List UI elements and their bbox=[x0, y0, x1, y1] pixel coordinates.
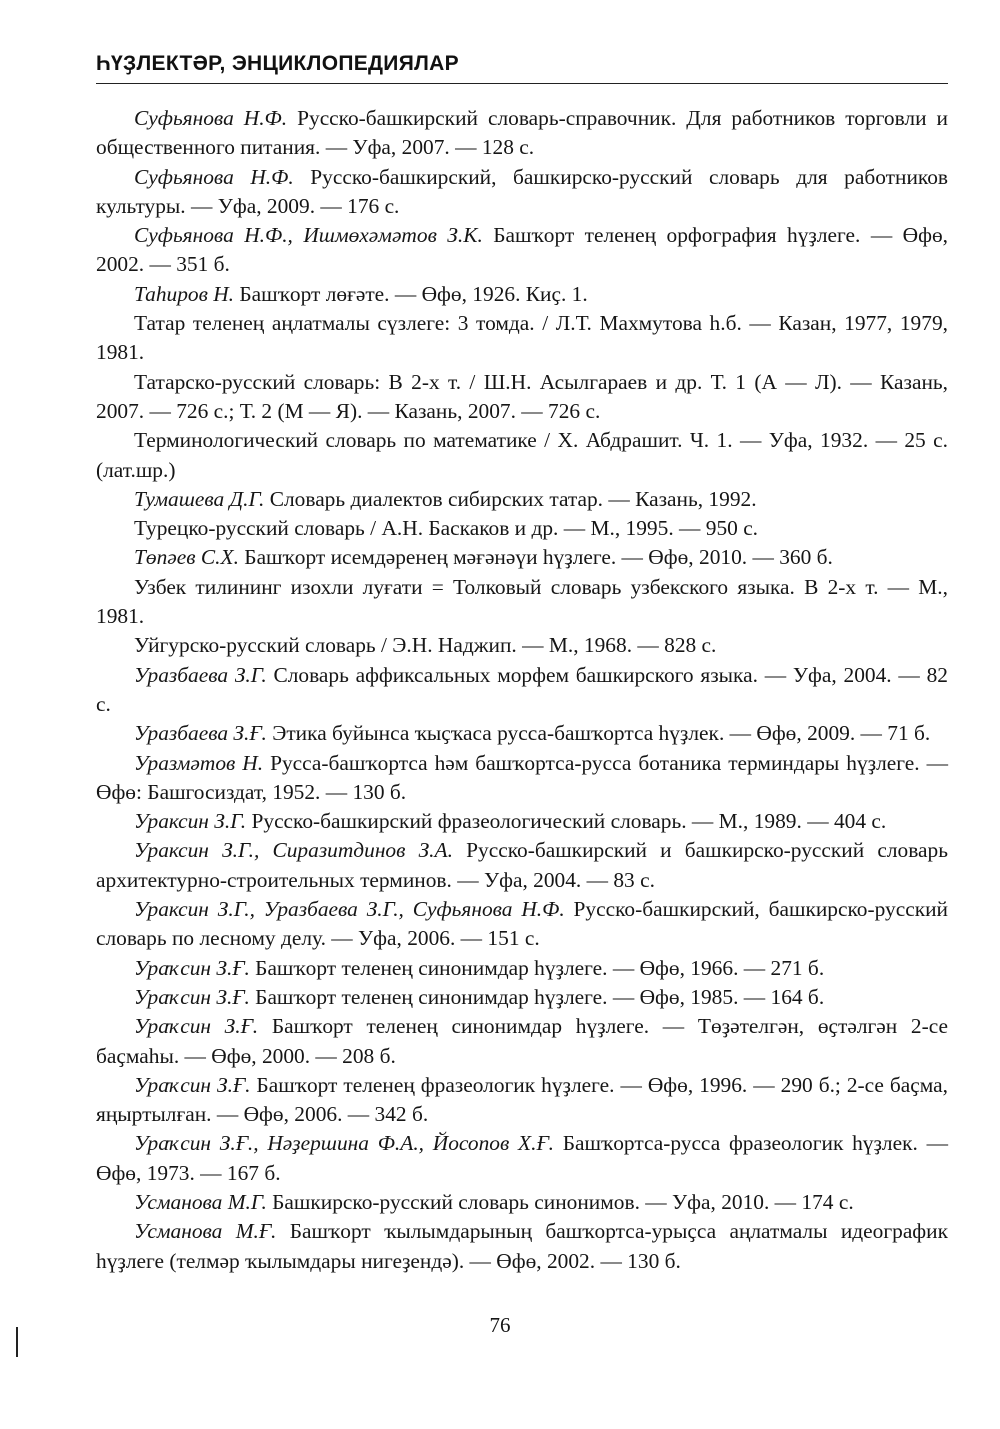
entry-text: Русско-башкирский, башкирско-русский словарь для работников культуры. — Уфа, 2009. — 176 с. bbox=[96, 164, 948, 218]
entry-text: Татар теленең аңлатмалы сүзлеге: 3 томда. / Л.Т. Махмутова һ.б. — Казан, 1977, 1979, 1981. bbox=[96, 311, 948, 365]
bibliography-entry bbox=[96, 1012, 948, 1071]
entry-author: Ураҡсин З.Ғ. bbox=[134, 984, 250, 1009]
entry-text: Терминологический словарь по математике / Х. Абдрашит. Ч. 1. — Уфа, 1932. — 25 с. (лат.шр.) bbox=[96, 428, 948, 482]
entry-text: Башҡорт теленең орфография һүҙлеге. — Өфө, 2002. — 351 б. bbox=[96, 223, 949, 277]
entry-author: Ураҡсин З.Ғ. bbox=[134, 1014, 259, 1039]
bibliography-entry bbox=[96, 104, 948, 163]
bibliography-entry bbox=[96, 1071, 948, 1130]
entry-text: Башҡорт лөғәте. — Өфө, 1926. Киҫ. 1. bbox=[234, 281, 588, 306]
bibliography-entry bbox=[96, 163, 948, 222]
bibliography-entry bbox=[96, 631, 948, 660]
bibliography-entry bbox=[96, 426, 948, 485]
entry-text: Словарь диалектов сибирских татар. — Казань, 1992. bbox=[264, 486, 757, 511]
bibliography-entry bbox=[96, 954, 948, 983]
bibliography-entry bbox=[96, 1129, 948, 1188]
entry-author: Тумашева Д.Г. bbox=[134, 486, 265, 511]
entry-text: Русско-башкирский, башкирско-русский словарь по лесному делу. — Уфа, 2006. — 151 с. bbox=[96, 897, 948, 951]
entry-text: Русско-башкирский словарь-справочник. Для работников торговли и общественного питания. — Уфа, 2007. — 128 с. bbox=[96, 106, 948, 160]
entry-text: Башҡортса-русса фразеологик һүҙлек. — Өфө, 1973. — 167 б. bbox=[96, 1131, 948, 1185]
header-rule bbox=[96, 83, 948, 84]
bibliography-entry bbox=[96, 280, 948, 309]
entry-author: Суфьянова Н.Ф., Ишмөхәмәтов З.К. bbox=[134, 223, 483, 248]
bibliography-entry bbox=[96, 661, 948, 720]
entry-author: Усманова М.Г. bbox=[134, 1189, 267, 1214]
entry-author: Суфьянова Н.Ф. bbox=[134, 164, 294, 189]
bibliography-entry bbox=[96, 719, 948, 748]
entry-author: Ураксин З.Г., Сиразитдинов З.А. bbox=[134, 838, 453, 863]
margin-mark bbox=[16, 1327, 18, 1357]
bibliography-entry bbox=[96, 309, 948, 368]
entry-text: Татарско-русский словарь: В 2-х т. / Ш.Н. Асылгараев и др. Т. 1 (А — Л). — Казань, 2007. — 726 с.; Т. 2 (М — Я). — Казань, 2007. — 726 с. bbox=[96, 369, 948, 423]
entry-author: Ураксин З.Г., Уразбаева З.Г., Суфьянова Н.Ф. bbox=[134, 897, 565, 922]
bibliography-entry bbox=[96, 1188, 948, 1217]
entry-text: Русско-башкирский и башкирско-русский словарь архитектурно-строительных терминов. — Уфа, 2004. — 83 с. bbox=[96, 838, 948, 892]
bibliography-entry bbox=[96, 368, 948, 427]
entry-text: Башҡорт теленең синонимдар һүҙлеге. — Өфө, 1985. — 164 б. bbox=[249, 984, 825, 1009]
bibliography-entry bbox=[96, 836, 948, 895]
bibliography-entry bbox=[96, 514, 948, 543]
entry-author: Төпәев С.Х. bbox=[134, 545, 239, 570]
bibliography-entry bbox=[96, 807, 948, 836]
bibliography-entry bbox=[96, 983, 948, 1012]
bibliography-entry bbox=[96, 221, 948, 280]
entry-text: Башкирско-русский словарь синонимов. — Уфа, 2010. — 174 с. bbox=[266, 1189, 854, 1214]
entry-text: Турецко-русский словарь / А.Н. Баскаков и др. — М., 1995. — 950 с. bbox=[134, 516, 759, 541]
entry-author: Уразбаева З.Г. bbox=[134, 662, 267, 687]
bibliography-entry bbox=[96, 1217, 948, 1276]
page-number: 76 bbox=[489, 1313, 511, 1337]
entry-text: Русско-башкирский фразеологический словарь. — М., 1989. — 404 с. bbox=[246, 809, 887, 834]
bibliography-entry bbox=[96, 573, 948, 632]
entry-text: Русса-башҡортса һәм башҡортса-русса ботаника терминдары һүҙлеге. — Өфө: Башгосиздат, 1952. — 130 б. bbox=[96, 750, 948, 804]
entry-text: Словарь аффиксальных морфем башкирского языка. — Уфа, 2004. — 82 с. bbox=[96, 662, 948, 716]
entry-author: Таһиров Н. bbox=[134, 281, 235, 306]
entry-text: Башҡорт теленең синонимдар һүҙлеге. — Өфө, 1966. — 271 б. bbox=[249, 955, 825, 980]
entry-text: Узбек тилининг изохли луғати = Толковый словарь узбекского языка. В 2-х т. — М., 1981. bbox=[96, 574, 948, 629]
entry-author: Уразмәтов Н. bbox=[134, 750, 264, 775]
entry-author: Ураҡсин З.Ғ., Нәҙершина Ф.А., Йосопов Х.Ғ. bbox=[134, 1131, 554, 1156]
bibliography-entry bbox=[96, 485, 948, 514]
entry-author: Усманова М.Ғ. bbox=[134, 1219, 277, 1244]
bibliography-entry bbox=[96, 895, 948, 954]
bibliography-entry bbox=[96, 543, 948, 572]
entry-text: Башҡорт теленең фразеологик һүҙлеге. — Өфө, 1996. — 290 б.; 2-се баҫма, яңыртылған. — Өфө, 2006. — 342 б. bbox=[96, 1072, 949, 1127]
entry-text: Башҡорт исемдәренең мәғәнәүи һүҙлеге. — Өфө, 2010. — 360 б. bbox=[238, 545, 833, 570]
entry-author: Ураҡсин З.Ғ. bbox=[134, 1072, 251, 1097]
entry-text: Уйгурско-русский словарь / Э.Н. Наджип. — М., 1968. — 828 с. bbox=[134, 633, 717, 658]
entry-author: Ураксин З.Г. bbox=[134, 809, 247, 834]
entry-text: Этика буйынса ҡыҫҡаса русса-башҡортса һүҙлек. — Өфө, 2009. — 71 б. bbox=[266, 721, 931, 746]
entry-text: Башҡорт ҡылымдарының башҡортса-урыҫса аңлатмалы идеографик һүҙлеге (телмәр ҡылымдары нигеҙендә). — Өфө, 2002. — 130 б. bbox=[96, 1219, 949, 1273]
running-header: ҺҮҘЛЕКТӘР, ЭНЦИКЛОПЕДИЯЛАР bbox=[96, 52, 459, 75]
bibliography-entry bbox=[96, 749, 948, 808]
entry-author: Уразбаева З.Ғ. bbox=[134, 721, 267, 746]
entry-author: Суфьянова Н.Ф. bbox=[134, 106, 288, 130]
entry-author: Ураҡсин З.Ғ. bbox=[134, 955, 250, 980]
bibliography-list bbox=[96, 104, 948, 1276]
entry-text: Башҡорт теленең синонимдар һүҙлеге. — Төҙәтелгән, өҫтәлгән 2-се баҫмаһы. — Өфө, 2000. — 208 б. bbox=[96, 1014, 948, 1068]
